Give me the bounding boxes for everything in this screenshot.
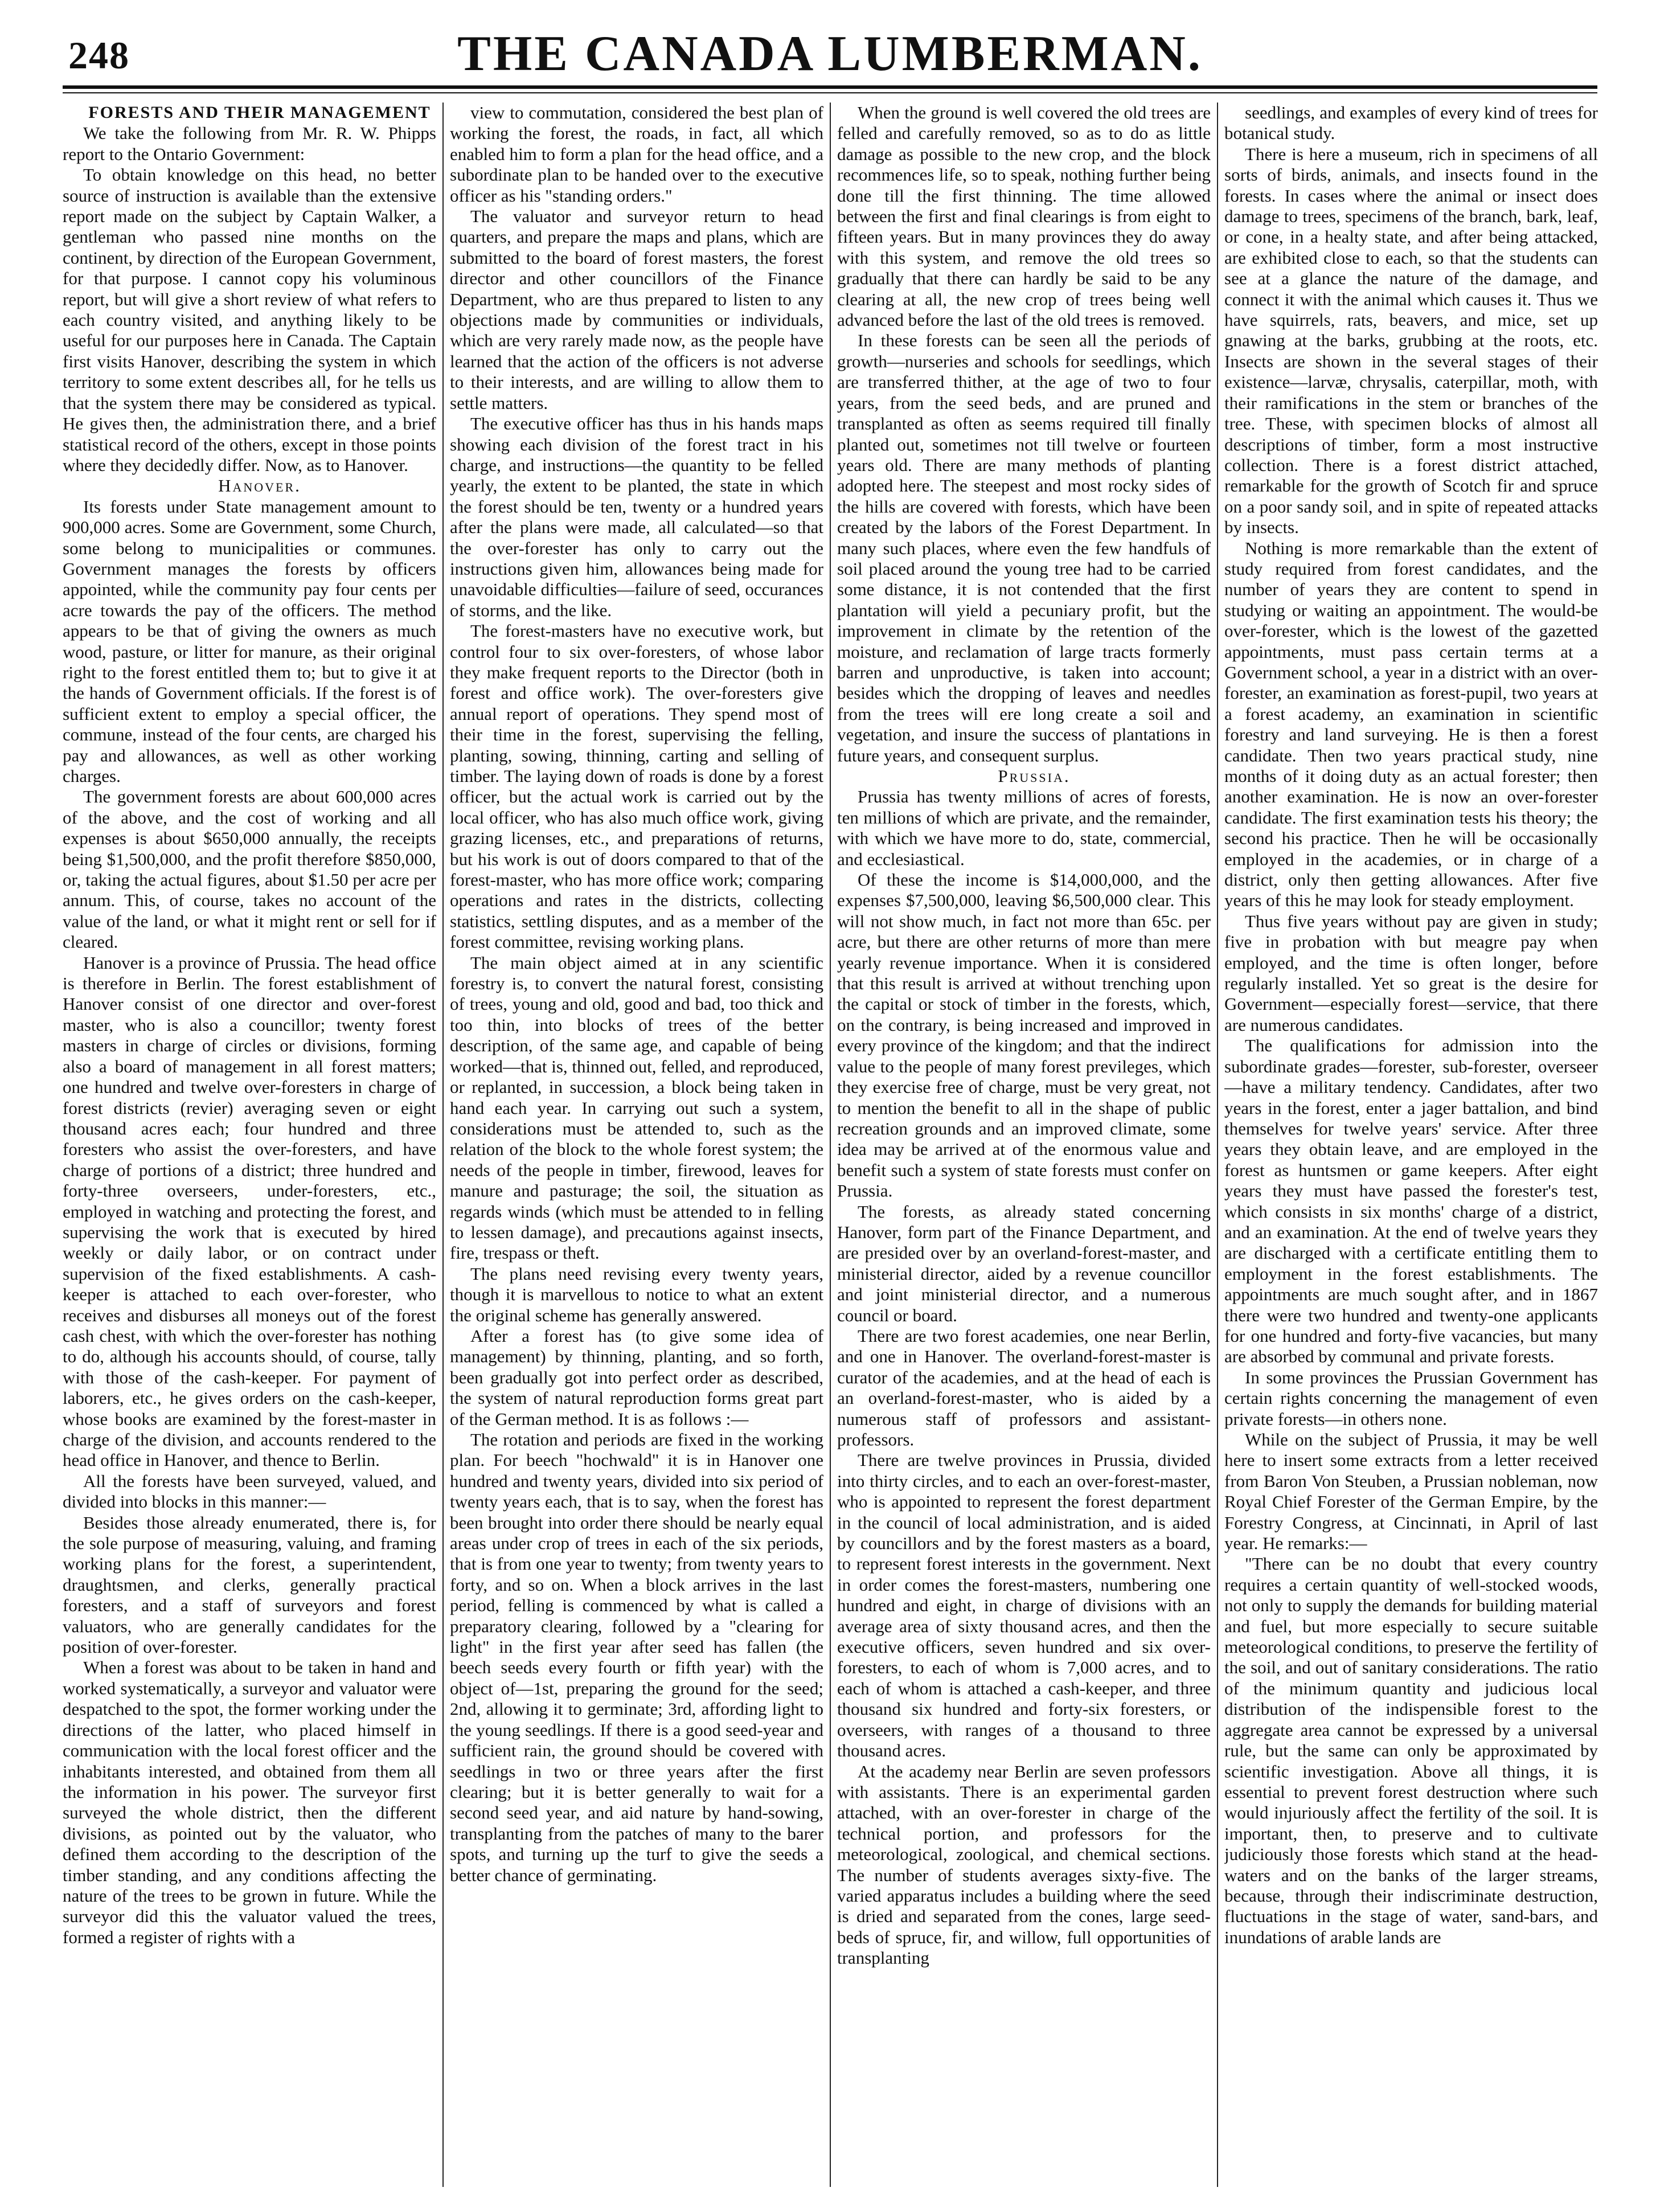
paragraph: There are twelve provinces in Prussia, divided into thirty circles, and to each an over-forest-master, who is appointed to represent the forest department in the council of local administration, and is aided by councillors and by the forest masters as a board, to represent forest interests in the government. Next in order comes the forest-masters, numbering one hundred and eight, in charge of divisions with an average area of sixty thousand acres, and then the executive officers, seven hundred and six over-foresters, to each of whom is 7,000 acres, and to each of whom is attached a cash-keeper, and three thousand six hundred and forty-six foresters, or overseers, with ranges of a thousand to three thousand acres. bbox=[837, 1450, 1211, 1761]
paragraph: We take the following from Mr. R. W. Phipps report to the Ontario Government: bbox=[63, 123, 436, 164]
paragraph: After a forest has (to give some idea of management) by thinning, planting, and so forth, been gradually got into perfect order as described, the system of natural reproduction forms great part of the German method. It is as follows :— bbox=[450, 1325, 823, 1429]
column-divider-1 bbox=[442, 103, 444, 2187]
header-rule-thin bbox=[63, 92, 1597, 93]
paragraph: The executive officer has thus in his hands maps showing each division of the forest tract in his charge, and instructions—the quantity to be felled yearly, the extent to be planted, the state in which the forest should be ten, twenty or a hundred years after the plans were made, all calculated—so that the over-forester has only to carry out the instructions given him, allowances being made for unavoidable difficulties—failure of seed, occurances of storms, and the like. bbox=[450, 413, 823, 620]
paragraph: The forest-masters have no executive work, but control four to six over-foresters, of whose labor they make frequent reports to the Director (both in forest and office work). The over-foresters give annual report of operations. They spend most of their time in the forest, supervising the felling, planting, sowing, thinning, carting and selling of timber. The laying down of roads is done by a forest officer, but the actual work is carried out by the local officer, who has also much office work, giving grazing licenses, etc., and preparations of returns, but his work is out of doors compared to that of the forest-master, who has more office work; comparing operations and rates in the districts, collecting statistics, settling disputes, and as a member of the forest committee, revising working plans. bbox=[450, 621, 823, 952]
column-2 bbox=[450, 103, 823, 2187]
paragraph: Besides those already enumerated, there is, for the sole purpose of measuring, valuing, and framing working plans for the forest, a superintendent, draughtsmen, and clerks, generally practical foresters, and a staff of surveyors and forest valuators, who are generally candidates for the position of over-forester. bbox=[63, 1512, 436, 1657]
paragraph: At the academy near Berlin are seven professors with assistants. There is an experimental garden attached, with an over-forester in charge of the technical portion, and professors for the meteorological, zoological, and chemical sections. The number of students averages sixty-five. The varied apparatus includes a building where the seed is dried and separated from the cones, large seed-beds of spruce, fir, and willow, full opportunities of transplanting bbox=[837, 1761, 1211, 1968]
article-columns bbox=[63, 103, 1597, 2187]
paragraph: Nothing is more remarkable than the extent of study required from forest candidates, and the number of years they are content to spend in studying or waiting an appointment. The would-be over-forester, which is the lowest of the gazetted appointments, must pass certain terms at a Government school, a year in a district with an over-forester, an examination as forest-pupil, two years at a forest academy, an examination in scientific forestry and land surveying. He is then a forest candidate. Then two years practical study, nine months of it doing duty as an actual forester; then another examination. He is now an over-forester candidate. The first examination tests his theory; the second his practice. Then he will be occasionally employed in the academies, or in charge of a district, only then getting allowances. After five years of this he may look for steady employment. bbox=[1224, 538, 1598, 911]
masthead-title: THE CANADA LUMBERMAN. bbox=[457, 26, 1203, 81]
paragraph: seedlings, and examples of every kind of trees for botanical study. bbox=[1224, 103, 1598, 144]
column-3 bbox=[837, 103, 1211, 2187]
section-heading: Prussia. bbox=[998, 766, 1071, 786]
page-header bbox=[0, 0, 1660, 100]
paragraph: The forests, as already stated concerning Hanover, form part of the Finance Department, and are presided over by an overland-forest-master, and ministerial director, aided by a revenue councillor and joint ministerial director, and a numerous council or board. bbox=[837, 1201, 1211, 1325]
section-heading: Hanover. bbox=[218, 476, 301, 496]
paragraph: The valuator and surveyor return to head quarters, and prepare the maps and plans, which are submitted to the board of forest masters, the forest director and other councillors of the Finance Department, who are thus prepared to listen to any objections made by communities or individuals, which are very rarely made now, as the people have learned that the action of the officers is not adverse to their interests, and are willing to allow them to settle matters. bbox=[450, 206, 823, 413]
article-title: FORESTS AND THEIR MANAGEMENT bbox=[88, 103, 431, 122]
paragraph: The rotation and periods are fixed in the working plan. For beech "hochwald" it is in Hanover one hundred and twenty years, divided into six period of twenty years each, that is to say, when the forest has been brought into order there should be nearly equal areas under crop of trees in each of the six periods, that is from one year to twenty; from twenty years to forty, and so on. When a block arrives in the last period, felling is commenced by what is called a preparatory clearing, followed by a "clearing for light" in the first year after seed has fallen (the beech seeds every fourth or fifth year) with the object of—1st, preparing the ground for the seed; 2nd, allowing it to germinate; 3rd, affording light to the young seedlings. If there is a good seed-year and sufficient rain, the ground should be covered with seedlings in two or three years after the first clearing; but it is better generally to wait for a second seed year, and aid nature by hand-sowing, transplanting from the patches of many to the barer spots, and turning up the turf to give the seeds a better chance of germinating. bbox=[450, 1429, 823, 1885]
paragraph: The government forests are about 600,000 acres of the above, and the cost of working and all expenses is about $650,000 annually, the receipts being $1,500,000, and the profit therefore $850,000, or, taking the actual figures, about $1.50 per acre per annum. This, of course, takes no account of the value of the land, or what it might rent or sell for if cleared. bbox=[63, 787, 436, 952]
paragraph: The qualifications for admission into the subordinate grades—forester, sub-forester, overseer—have a military tendency. Candidates, after two years in the forest, enter a jager battalion, and bind themselves for twelve years' service. After three years they obtain leave, and are employed in the forest as huntsmen or game keepers. After eight years they must have passed the forester's test, which consists in six months' charge of a district, and an examination. At the end of twelve years they are discharged with a certificate entitling them to employment in the forest establishments. The appointments are much sought after, and in 1867 there were two hundred and twenty-one applicants for one hundred and forty-five vacancies, but many are absorbed by communal and private forests. bbox=[1224, 1035, 1598, 1367]
paragraph: Prussia has twenty millions of acres of forests, ten millions of which are private, and the remainder, with which we have more to do, state, commercial, and ecclesiastical. bbox=[837, 787, 1211, 869]
column-divider-3 bbox=[1217, 103, 1218, 2187]
column-divider-2 bbox=[830, 103, 831, 2187]
paragraph: When a forest was about to be taken in hand and worked systematically, a surveyor and valuator were despatched to the spot, the former working under the directions of the latter, who placed himself in communication with the local forest officer and the inhabitants interested, and obtained from them all the information in his power. The surveyor first surveyed the whole district, then the different divisions, as pointed out by the valuator, who defined them according to the description of the timber standing, and any conditions affecting the nature of the trees to be grown in future. While the surveyor did this the valuator valued the trees, formed a register of rights with a bbox=[63, 1657, 436, 1947]
paragraph: The plans need revising every twenty years, though it is marvellous to notice to what an extent the original scheme has generally answered. bbox=[450, 1263, 823, 1325]
paragraph: Hanover is a province of Prussia. The head office is therefore in Berlin. The forest establishment of Hanover consist of one director and over-forest master, who is also a councillor; twenty forest masters in charge of circles or divisions, forming also a board of management in all forest matters; one hundred and twelve over-foresters in charge of forest districts (revier) averaging seven or eight thousand acres each; four hundred and three foresters who assist the over-foresters, and have charge of portions of a district; three hundred and forty-three overseers, under-foresters, etc., employed in watching and protecting the forest, and supervising the work that is executed by hired weekly or daily labor, or on contract under supervision of the fixed establishments. A cash-keeper is attached to each over-forester, who receives and disburses all moneys out of the forest cash chest, with which the over-forester has nothing to do, although his accounts should, of course, tally with those of the cash-keeper. For payment of laborers, etc., he gives orders on the cash-keeper, whose books are examined by the forest-master in charge of the division, and accounts rendered to the head office in Hanover, and thence to Berlin. bbox=[63, 952, 436, 1470]
paragraph: "There can be no doubt that every country requires a certain quantity of well-stocked woods, not only to supply the demands for building material and fuel, but more especially to secure suitable meteorological conditions, to preserve the fertility of the soil, and out of sanitary considerations. The ratio of the minimum quantity and judicious local distribution of the indispensible forest to the aggregate area cannot be expressed by a universal rule, but the same can only be approximated by scientific investigation. Above all things, it is essential to prevent forest destruction where such would injuriously affect the fertility of the soil. It is important, then, to preserve and to cultivate judiciously those forests which stand at the head-waters and on the banks of the larger streams, because, through their indiscriminate destruction, fluctuations in the stage of water, sand-bars, and inundations of arable lands are bbox=[1224, 1554, 1598, 1947]
column-4 bbox=[1224, 103, 1598, 2187]
paragraph: view to commutation, considered the best plan of working the forest, the roads, in fact, all which enabled him to form a plan for the head office, and a subordinate plan to be handed over to the executive officer as his "standing orders." bbox=[450, 103, 823, 206]
paragraph: While on the subject of Prussia, it may be well here to insert some extracts from a letter received from Baron Von Steuben, a Prussian nobleman, now Royal Chief Forester of the German Empire, by the Forestry Congress, at Cincinnati, in April of last year. He remarks:— bbox=[1224, 1429, 1598, 1554]
paragraph: Of these the income is $14,000,000, and the expenses $7,500,000, leaving $6,500,000 clear. This will not show much, in fact not more than 65c. per acre, but there are other returns of more than mere yearly revenue importance. When it is considered that this result is arrived at without trenching upon the capital or stock of timber in the forests, which, on the contrary, is being increased and improved in every province of the kingdom; and that the indirect value to the people of many forest previleges, which they exercise free of charge, must be very great, not to mention the benefit to all in the shape of public recreation grounds and an improved climate, some idea may be arrived at of the enormous value and benefit such a system of state forests must confer on Prussia. bbox=[837, 870, 1211, 1201]
paragraph: There is here a museum, rich in specimens of all sorts of birds, animals, and insects found in the forests. In cases where the animal or insect does damage to trees, specimens of the branch, bark, leaf, or cone, in a healty state, and after being attacked, are exhibited close to each, so that the students can see at a glance the nature of the damage, and connect it with the animal which causes it. Thus we have squirrels, rats, beavers, and mice, set up gnawing at the barks, grubbing at the roots, etc. Insects are shown in the several stages of their existence—larvæ, chrysalis, caterpillar, moth, with their ramifications in the stem or branches of the tree. These, with specimen blocks of almost all descriptions of timber, form a most instructive collection. There is a forest district attached, remarkable for the growth of Scotch fir and spruce on a poor sandy soil, and in spite of repeated attacks by insects. bbox=[1224, 144, 1598, 538]
paragraph: Its forests under State management amount to 900,000 acres. Some are Government, some Church, some belong to municipalities or communes. Government manages the forests by officers appointed, while the community pay four cents per acre towards the pay of the officers. The method appears to be that of giving the owners as much wood, pasture, or litter for manure, as their original right to the forest entitled them to; but to give it at the hands of Government officials. If the forest is of sufficient extent to employ a special officer, the commune, instead of the four cents, are charged his pay and allowances, as well as other working charges. bbox=[63, 496, 436, 786]
paragraph: In these forests can be seen all the periods of growth—nurseries and schools for seedlings, which are transferred thither, at the age of two to four years, from the seed beds, and are pruned and transplanted as often as seems required till finally planted out, sometimes not till twelve or fourteen years old. There are many methods of planting adopted here. The steepest and most rocky sides of the hills are covered with forests, which have been created by the labors of the Forest Department. In many such places, where even the few handfuls of soil placed around the young tree had to be carried some distance, it is not contended that the first plantation will yield a pecuniary profit, but the improvement in climate by the retention of the moisture, and reclamation of large tracts formerly barren and unproductive, is taken into account; besides which the dropping of leaves and needles from the trees will ere long create a soil and vegetation, and insure the success of plantations in future years, and consequent surplus. bbox=[837, 330, 1211, 765]
paragraph: Thus five years without pay are given in study; five in probation with but meagre pay when employed, and the time is often longer, before regularly installed. Yet so great is the desire for Government—especially forest—service, that there are numerous candidates. bbox=[1224, 911, 1598, 1035]
column-1 bbox=[63, 103, 436, 2187]
paragraph: All the forests have been surveyed, valued, and divided into blocks in this manner:— bbox=[63, 1470, 436, 1512]
paragraph: When the ground is well covered the old trees are felled and carefully removed, so as to do as little damage as possible to the new crop, and the block recommences life, so to speak, nothing further being done till the first thinning. The time allowed between the first and final clearings is from eight to fifteen years. But in many provinces they do away with this system, and remove the old trees so gradually that there can hardly be said to be any clearing at all, the new crop of trees being well advanced before the last of the old trees is removed. bbox=[837, 103, 1211, 330]
page-number: 248 bbox=[68, 34, 130, 77]
paragraph: To obtain knowledge on this head, no better source of instruction is available than the extensive report made on the subject by Captain Walker, a gentleman who passed nine months on the continent, by direction of the European Government, for that purpose. I cannot copy his voluminous report, but will give a short review of what refers to each country visited, and anything likely to be useful for our purposes here in Canada. The Captain first visits Hanover, describing the system in which territory to some extent describes all, for he tells us that the system there may be considered as typical. He gives then, the administration there, and a brief statistical record of the others, except in those points where they decidedly differ. Now, as to Hanover. bbox=[63, 165, 436, 475]
paragraph: In some provinces the Prussian Government has certain rights concerning the management of even private forests—in others none. bbox=[1224, 1367, 1598, 1429]
header-rule-thick bbox=[63, 85, 1597, 89]
paragraph: There are two forest academies, one near Berlin, and one in Hanover. The overland-forest-master is curator of the academies, and at the head of each is an overland-forest-master, who is aided by a numerous staff of professors and assistant-professors. bbox=[837, 1325, 1211, 1449]
paragraph: The main object aimed at in any scientific forestry is, to convert the natural forest, consisting of trees, young and old, good and bad, too thick and too thin, into blocks of trees of the better description, of the same age, and capable of being worked—that is, thinned out, felled, and reproduced, or replanted, in succession, a block being taken in hand each year. In carrying out such a system, considerations must be attended to, such as the relation of the block to the whole forest system; the needs of the people in timber, firewood, leaves for manure and pasturage; the soil, the situation as regards winds (which must be attended to in felling to lessen damage), and precautions against insects, fire, trespass or theft. bbox=[450, 952, 823, 1263]
